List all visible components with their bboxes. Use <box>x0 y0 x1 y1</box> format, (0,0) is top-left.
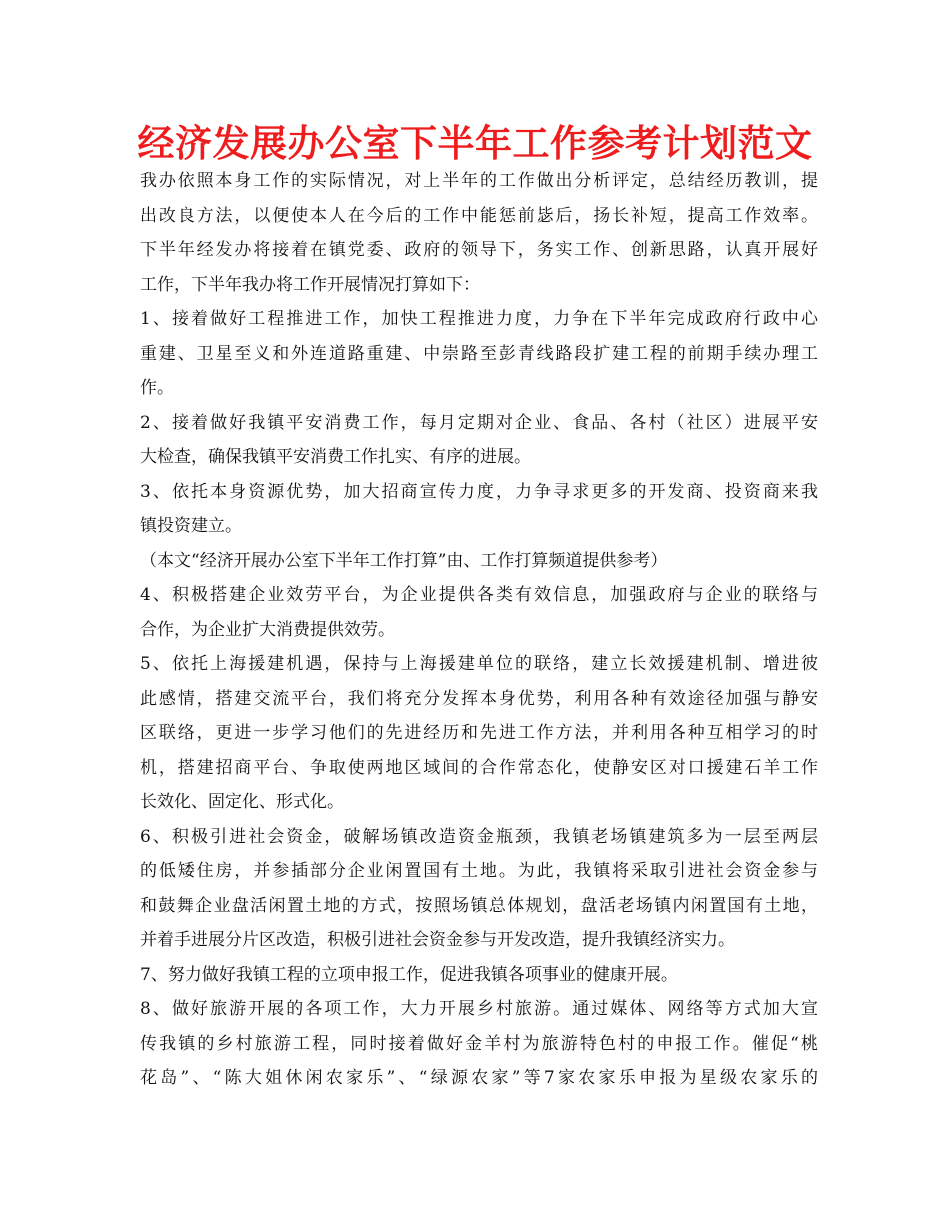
paragraph-line: 大检查，确保我镇平安消费工作扎实、有序的进展。 <box>140 447 531 467</box>
paragraph-line: 的低矮住房，并参插部分企业闲置国有土地。为此，我镇将采取引进社会资金参与 <box>140 861 818 881</box>
paragraph-line: 镇投资建立。 <box>140 516 242 536</box>
paragraph-line: 7、努力做好我镇工程的立项申报工作，促进我镇各项事业的健康开展。 <box>140 964 678 985</box>
paragraph-line: 花岛”、“陈大姐休闲农家乐”、“绿源农家”等7家农家乐申报为星级农家乐的 <box>140 1068 818 1088</box>
paragraph-line: 下半年经发办将接着在镇党委、政府的领导下，务实工作、创新思路，认真开展好 <box>140 240 818 260</box>
paragraph-line: 4、积极搭建企业效劳平台，为企业提供各类有效信息，加强政府与企业的联络与 <box>140 585 818 605</box>
document-title: 经济发展办公室下半年工作参考计划范文 <box>137 122 813 165</box>
paragraph-line: 工作，下半年我办将工作开展情况打算如下： <box>140 274 480 295</box>
paragraph-line: 3、依托本身资源优势，加大招商宣传力度，力争寻求更多的开发商、投资商来我 <box>140 481 818 502</box>
paragraph-line: 合作，为企业扩大消费提供效劳。 <box>140 619 395 640</box>
paragraph-line: 我办依照本身工作的实际情况，对上半年的工作做出分析评定，总结经历教训，提 <box>140 171 818 191</box>
paragraph-line: 5、依托上海援建机遇，保持与上海援建单位的联络，建立长效援建机制、增进彼 <box>140 654 818 674</box>
paragraph-line: 重建、卫星至义和外连道路重建、中崇路至彭青线路段扩建工程的前期手续办理工 <box>140 343 818 364</box>
paragraph-line: 传我镇的乡村旅游工程，同时接着做好金羊村为旅游特色村的申报工作。催促“桃 <box>140 1033 818 1054</box>
paragraph-line: 并着手进展分片区改造，积极引进社会资金参与开发改造，提升我镇经济实力。 <box>140 930 735 950</box>
paragraph-line: 区联络，更进一步学习他们的先进经历和先进工作方法，并利用各种互相学习的时 <box>140 723 818 743</box>
paragraph-line: 和鼓舞企业盘活闲置土地的方式，按照场镇总体规划，盘活老场镇内闲置国有土地， <box>140 895 818 916</box>
document-body <box>140 164 818 1096</box>
paragraph-line: 机，搭建招商平台、争取使两地区域间的合作常态化，使静安区对口援建石羊工作 <box>140 757 818 778</box>
paragraph-line: （本文“经济开展办公室下半年工作打算”由、工作打算频道提供参考） <box>140 550 668 571</box>
paragraph-line: 此感情，搭建交流平台，我们将充分发挥本身优势，利用各种有效途径加强与静安 <box>140 688 818 709</box>
paragraph-line: 8、做好旅游开展的各项工作，大力开展乡村旅游。通过媒体、网络等方式加大宣 <box>140 999 818 1019</box>
paragraph-line: 作。 <box>140 378 174 398</box>
paragraph-line: 长效化、固定化、形式化。 <box>140 792 344 812</box>
paragraph-line: 出改良方法，以便使本人在今后的工作中能惩前毖后，扬长补短，提高工作效率。 <box>140 205 818 226</box>
paragraph-line: 2、接着做好我镇平安消费工作，每月定期对企业、食品、各村（社区）进展平安 <box>140 412 818 433</box>
paragraph-line: 6、积极引进社会资金，破解场镇改造资金瓶颈，我镇老场镇建筑多为一层至两层 <box>140 826 818 847</box>
paragraph-line: 1、接着做好工程推进工作，加快工程推进力度，力争在下半年完成政府行政中心 <box>140 309 818 329</box>
